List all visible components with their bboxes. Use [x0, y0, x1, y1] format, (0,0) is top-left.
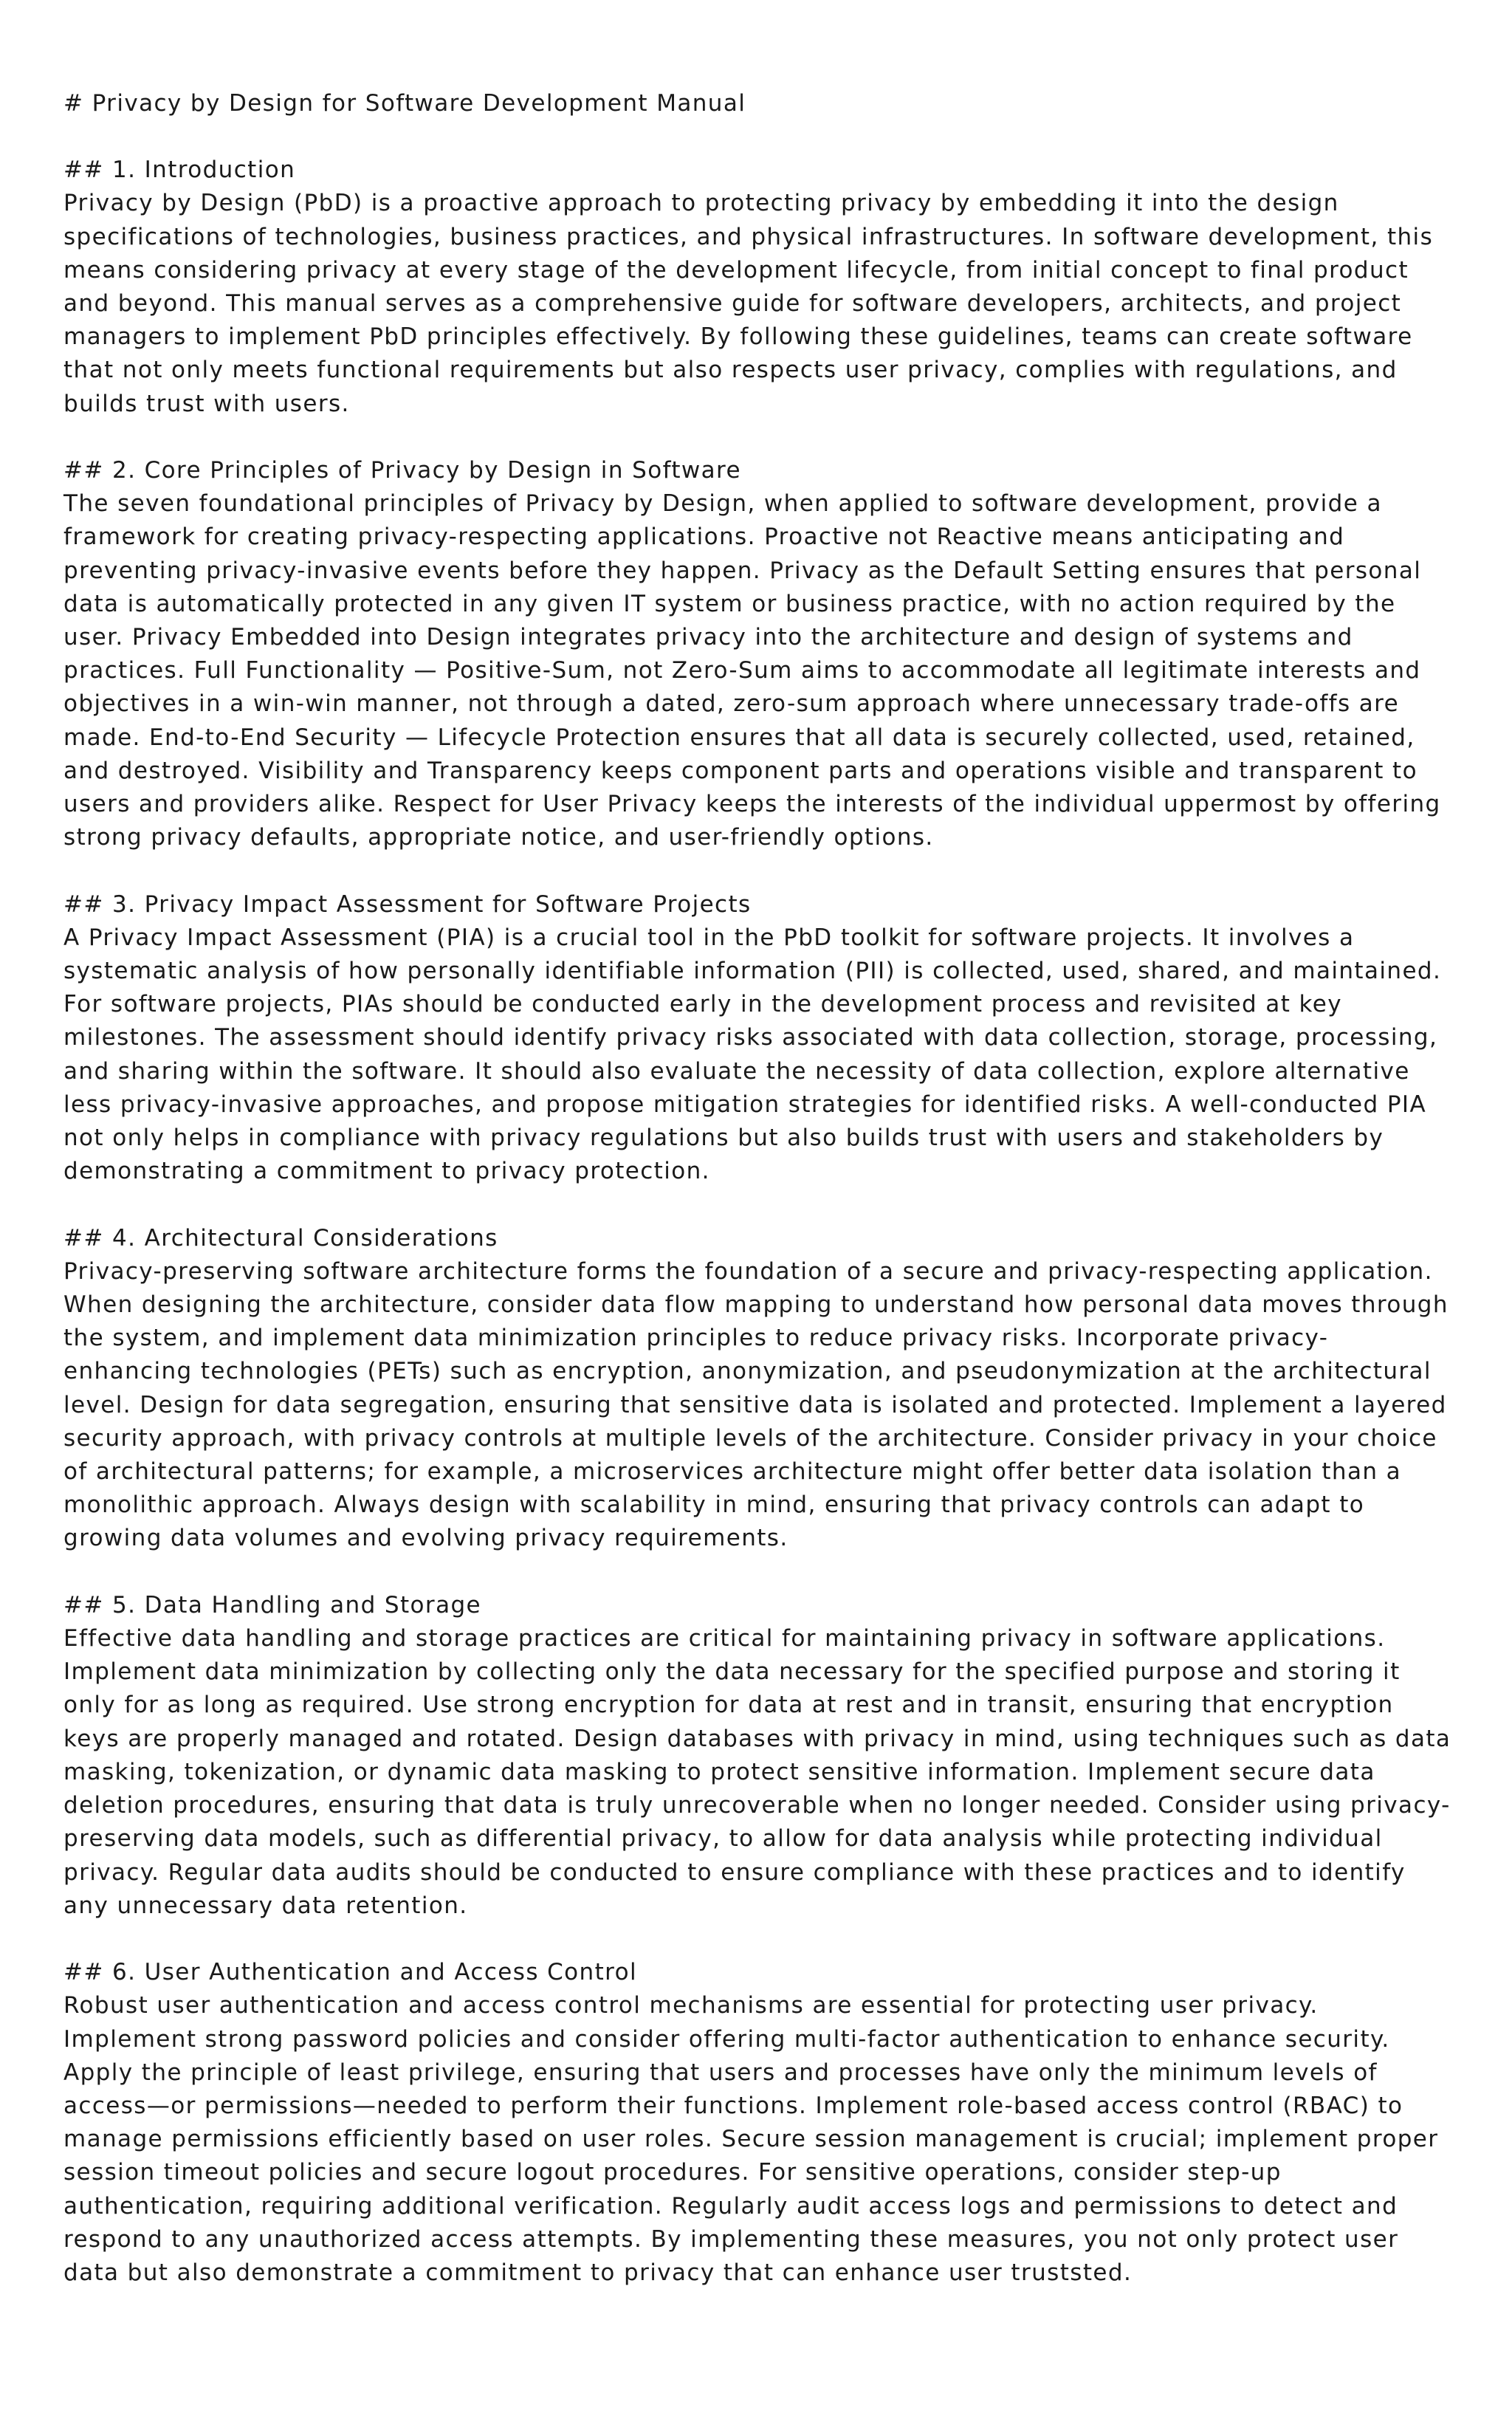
section-body: Privacy-preserving software architecture forms the foundation of a secure and privacy-respecting application. When designing the architecture, consider data flow mapping to understand how personal data moves through the system, and implement data minimization principles to reduce privacy risks. Incorporate privacy-enhancing technologies (PETs) such as encryption, anonymization, and pseudonymization at the architectural level. Design for data segregation, ensuring that sensitive data is isolated and protected. Implement a layered security approach, with privacy controls at multiple levels of the architecture. Consider privacy in your choice of architectural patterns; for example, a microservices architecture might offer better data isolation than a monolithic approach. Always design with scalability in mind, ensuring that privacy controls can adapt to growing data volumes and evolving privacy requirements. — [63, 1257, 1449, 1552]
section-body: Robust user authentication and access control mechanisms are essential for protecting user privacy. Implement strong password policies and consider offering multi-factor authentication to enhance security. Apply the principle of least privilege, ensuring that users and processes have only the minimum levels of access—or permissions—needed to perform their functions. Implement role-based access control (RBAC) to manage permissions efficiently based on user roles. Secure session management is crucial; implement proper session timeout policies and secure logout procedures. For sensitive operations, consider step-up authentication, requiring additional verification. Regularly audit access logs and permissions to detect and respond to any unauthorized access attempts. By implementing these measures, you not only protect user data but also demonstrate a commitment to privacy that can enhance user truststed. — [63, 1992, 1439, 2286]
section-core-principles — [63, 454, 1451, 854]
section-privacy-impact-assessment — [63, 888, 1451, 1189]
section-heading: ## 2. Core Principles of Privacy by Design in Software — [63, 457, 741, 484]
section-heading: ## 5. Data Handling and Storage — [63, 1591, 482, 1619]
section-authentication-access-control — [63, 1956, 1451, 2290]
section-heading: ## 6. User Authentication and Access Control — [63, 1959, 637, 1986]
section-heading: ## 3. Privacy Impact Assessment for Software Projects — [63, 890, 752, 918]
section-body: The seven foundational principles of Privacy by Design, when applied to software development, provide a framework for creating privacy-respecting applications. Proactive not Reactive means anticipating and preventing privacy-invasive events before they happen. Privacy as the Default Setting ensures that personal data is automatically protected in any given IT system or business practice, with no action required by the user. Privacy Embedded into Design integrates privacy into the architecture and design of systems and practices. Full Functionality — Positive-Sum, not Zero-Sum aims to accommodate all legitimate interests and objectives in a win-win manner, not through a dated, zero-sum approach where unnecessary trade-offs are made. End-to-End Security — Lifecycle Protection ensures that all data is securely collected, used, retained, and destroyed. Visibility and Transparency keeps component parts and operations visible and transparent to users and providers alike. Respect for User Privacy keeps the interests of the individual uppermost by offering strong privacy defaults, appropriate notice, and user-friendly options. — [63, 490, 1441, 851]
section-body: Privacy by Design (PbD) is a proactive approach to protecting privacy by embedding it into the design specifications of technologies, business practices, and physical infrastructures. In software development, this means considering privacy at every stage of the development lifecycle, from initial concept to final product and beyond. This manual serves as a comprehensive guide for software developers, architects, and project managers to implement PbD principles effectively. By following these guidelines, teams can create software that not only meets functional requirements but also respects user privacy, complies with regulations, and builds trust with users. — [63, 190, 1434, 417]
section-heading: ## 1. Introduction — [63, 157, 296, 184]
section-heading: ## 4. Architectural Considerations — [63, 1224, 498, 1252]
document-page — [63, 87, 1451, 2323]
section-body: Effective data handling and storage practices are critical for maintaining privacy in software applications. Implement data minimization by collecting only the data necessary for the specified purpose and storing it only for as long as required. Use strong encryption for data at rest and in transit, ensuring that encryption keys are properly managed and rotated. Design databases with privacy in mind, using techniques such as data masking, tokenization, or dynamic data masking to protect sensitive information. Implement secure data deletion procedures, ensuring that data is truly unrecoverable when no longer needed. Consider using privacy-preserving data models, such as differential privacy, to allow for data analysis while protecting individual privacy. Regular data audits should be conducted to ensure compliance with these practices and to identify any unnecessary data retention. — [63, 1625, 1451, 1919]
section-introduction — [63, 154, 1451, 421]
section-body: A Privacy Impact Assessment (PIA) is a crucial tool in the PbD toolkit for software projects. It involves a systematic analysis of how personally identifiable information (PII) is collected, used, shared, and maintained. For software projects, PIAs should be conducted early in the development process and revisited at key milestones. The assessment should identify privacy risks associated with data collection, storage, processing, and sharing within the software. It should also evaluate the necessity of data collection, explore alternative less privacy-invasive approaches, and propose mitigation strategies for identified risks. A well-conducted PIA not only helps in compliance with privacy regulations but also builds trust with users and stakeholders by demonstrating a commitment to privacy protection. — [63, 924, 1442, 1185]
section-data-handling — [63, 1589, 1451, 1923]
document-title: # Privacy by Design for Software Development Manual — [63, 90, 746, 117]
section-architectural-considerations — [63, 1222, 1451, 1556]
